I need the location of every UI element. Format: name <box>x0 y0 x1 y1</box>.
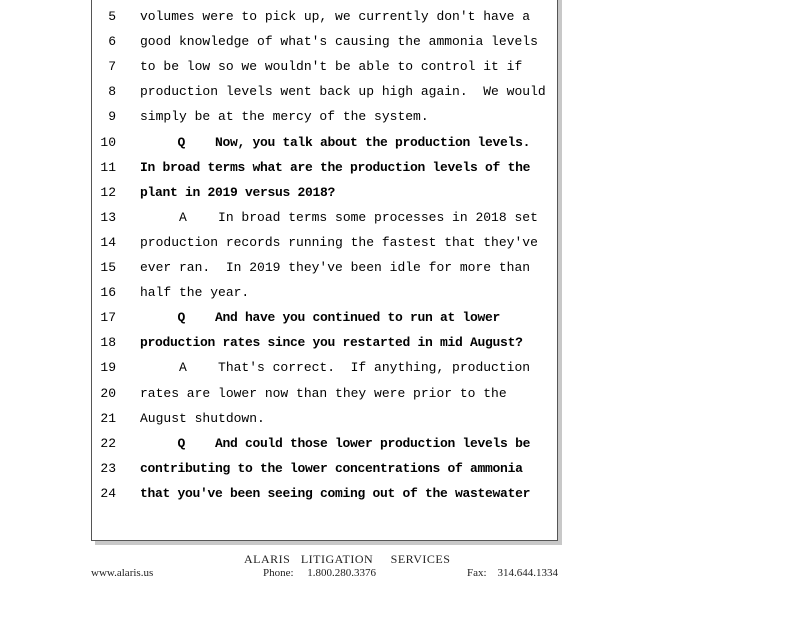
line-number: 13 <box>100 209 116 225</box>
line-text: production levels went back up high again. We would <box>140 84 546 100</box>
line-text: production records running the fastest that they've <box>140 234 538 250</box>
transcript-line <box>92 305 562 330</box>
line-number: 23 <box>100 460 116 476</box>
line-number: 12 <box>100 184 116 200</box>
line-text: Q And could those lower production levels be <box>140 435 531 451</box>
transcript-line <box>92 330 562 355</box>
transcript-line <box>92 230 562 255</box>
line-text: good knowledge of what's causing the ammonia levels <box>140 34 538 50</box>
transcript-line <box>92 355 562 380</box>
transcript-page <box>91 0 558 541</box>
footer-phone: Phone: 1.800.280.3376 <box>263 567 377 579</box>
transcript-line <box>92 431 562 456</box>
line-number: 18 <box>100 335 116 351</box>
line-number: 16 <box>100 285 116 301</box>
line-number: 24 <box>100 485 116 501</box>
transcript-line <box>92 255 562 280</box>
transcript-line <box>92 54 562 79</box>
line-number: 14 <box>100 234 116 250</box>
line-text: A In broad terms some processes in 2018 set <box>140 209 538 225</box>
transcript-line <box>92 155 562 180</box>
transcript-line <box>92 205 562 230</box>
line-text: Q Now, you talk about the production levels. <box>140 134 531 150</box>
line-text: rates are lower now than they were prior to the <box>140 385 507 401</box>
transcript-line <box>92 280 562 305</box>
line-number: 20 <box>100 385 116 401</box>
transcript-line <box>92 79 562 104</box>
transcript-line <box>92 180 562 205</box>
line-number: 21 <box>100 410 116 426</box>
line-text: In broad terms what are the production levels of the <box>140 159 531 175</box>
line-text: that you've been seeing coming out of the wastewater <box>140 485 531 501</box>
line-text: Q And have you continued to run at lower <box>140 310 501 326</box>
line-text: simply be at the mercy of the system. <box>140 109 429 125</box>
line-number: 10 <box>100 134 116 150</box>
footer-firm-name: ALARIS LITIGATION SERVICES <box>244 552 451 566</box>
transcript-line <box>92 130 562 155</box>
line-number: 22 <box>100 435 116 451</box>
line-number: 6 <box>108 34 116 50</box>
line-text: A That's correct. If anything, production <box>140 360 531 376</box>
line-number: 15 <box>100 260 116 275</box>
line-text: contributing to the lower concentrations of ammonia <box>140 460 523 476</box>
line-number: 9 <box>108 109 116 125</box>
line-text: August shutdown. <box>140 410 265 426</box>
transcript-line <box>92 381 562 406</box>
line-number: 8 <box>108 84 116 100</box>
line-number: 5 <box>108 9 116 24</box>
line-text: production rates since you restarted in mid August? <box>140 335 523 351</box>
line-number: 11 <box>100 159 116 175</box>
footer-website: www.alaris.us <box>91 567 154 579</box>
line-text: half the year. <box>140 285 250 301</box>
transcript-line <box>92 456 562 481</box>
transcript-line <box>92 29 562 54</box>
transcript-line <box>92 406 562 431</box>
line-number: 17 <box>100 310 116 326</box>
footer-fax: Fax: 314.644.1334 <box>467 567 559 579</box>
line-text: volumes were to pick up, we currently don't have a <box>140 9 531 24</box>
line-number: 7 <box>108 59 116 75</box>
transcript-line <box>92 4 562 29</box>
line-text: ever ran. In 2019 they've been idle for more than <box>140 260 531 275</box>
line-number: 19 <box>100 360 116 376</box>
transcript-line <box>92 481 562 506</box>
line-text: to be low so we wouldn't be able to control it if <box>140 59 523 75</box>
transcript-line <box>92 104 562 129</box>
line-text: plant in 2019 versus 2018? <box>140 184 336 200</box>
